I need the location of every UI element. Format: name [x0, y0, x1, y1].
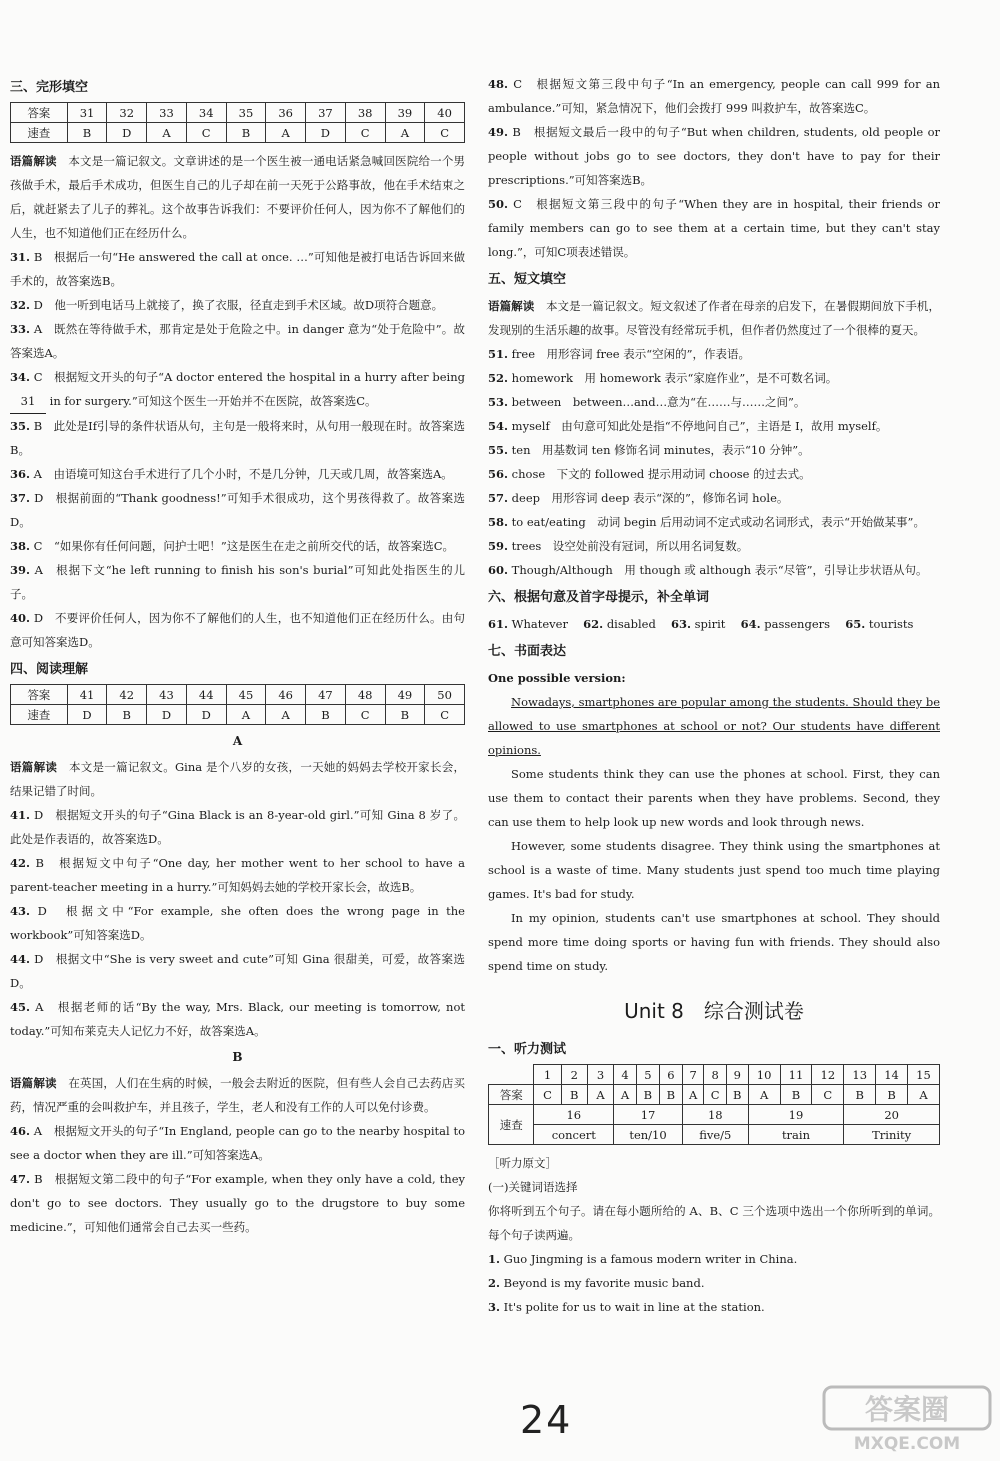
table-cell: C [425, 705, 465, 725]
table-cell: 答案 [489, 1085, 534, 1105]
left-column [10, 72, 465, 1239]
one-possible-version: One possible version: [488, 671, 626, 685]
table-cell: 39 [385, 103, 425, 123]
table-cell: 32 [107, 103, 147, 123]
table-cell: 速查 [11, 705, 68, 725]
passage-b-label: B [232, 1050, 243, 1064]
answer-36: 36. A 由语境可知这台手术进行了几个小时，不是几分钟，几天或几周，故答案选A。 [10, 467, 453, 481]
table-header-row [11, 685, 465, 705]
table-cell: Trinity [844, 1125, 940, 1145]
answer-50: 50. C 根据短文第三段中的句子“When they are in hospital, their friends or family members can go to see them at a certain time, but they can't stay long.”，可知C项表述错误。 [488, 197, 941, 259]
table-cell: B [844, 1085, 876, 1105]
right-column [488, 72, 940, 1319]
answer-34: 34. C 根据短文开头的句子“A doctor entered the hospital in a hurry after being 31 in for surgery.”可知这个医生一开始并不在医院，故答案选C。 [10, 365, 465, 414]
table-cell: B [107, 705, 147, 725]
table-cell: 41 [67, 685, 107, 705]
table-cell: 43 [147, 685, 187, 705]
table-cell: 8 [704, 1065, 726, 1085]
table-cell: 11 [780, 1065, 812, 1085]
table-cell: 45 [226, 685, 266, 705]
sub-section-1: (一)关键词语选择 [488, 1180, 578, 1194]
table-cell: 19 [748, 1105, 844, 1125]
table-answer-row [11, 123, 465, 143]
answer-56: 56. chose 下文的 followed 提示用动词 choose 的过去式。 [488, 467, 811, 481]
table-cell: A [748, 1085, 780, 1105]
table-cell: D [67, 705, 107, 725]
answer-52: 52. homework 用 homework 表示“家庭作业”，是不可数名词。 [488, 371, 838, 385]
answer-31: 31. B 根据后一句“He answered the call at once. …”可知他是被打电话告诉回来做手术的，故答案选B。 [10, 250, 465, 288]
table-cell: A [226, 705, 266, 725]
sub-section-1-desc: 你将听到五个句子。请在每小题所给的 A、B、C 三个选项中选出一个你所听到的单词。每个句子读两遍。 [488, 1204, 940, 1242]
table-cell: 36 [266, 103, 306, 123]
answer-48: 48. C 根据短文第三段中句子“In an emergency, people can call 999 for an ambulance.”可知，紧急情况下，他们会拨打 999 叫救护车，故答案选C。 [488, 77, 941, 115]
answer-37: 37. D 根据前面的“Thank goodness!”可知手术很成功，这个男孩得救了。故答案选D。 [10, 491, 465, 529]
passage-a-label: A [232, 734, 243, 748]
table-cell: B [876, 1085, 908, 1105]
essay-paragraph-3: However, some students disagree. They think using the smartphones at school is a waste of time. Many students just spend too much time playing games. It's bad for study. [488, 839, 940, 901]
fill-passage-intro: 本文是一篇记叙文。短文叙述了作者在母亲的启发下，在暑假期间放下手机，发现别的生活乐趣的故事。尽管没有经常玩手机，但作者仍然度过了一个很棒的夏天。 [488, 299, 941, 337]
table-cell: concert [534, 1125, 614, 1145]
table-cell: C [704, 1085, 726, 1105]
table-cell: 速查 [489, 1105, 534, 1145]
word-answers-line: 61. Whatever 62. disabled 63. spirit 64. passengers 65. tourists [488, 617, 914, 631]
table-cell: 15 [907, 1065, 939, 1085]
answer-35: 35. B 此处是If引导的条件状语从句，主句是一般将来时，从句用一般现在时。故答案选B。 [10, 419, 466, 457]
table-cell: five/5 [682, 1125, 748, 1145]
table-cell: 17 [614, 1105, 683, 1125]
table-cell: B [659, 1085, 682, 1105]
listening-line-2: 2. Beyond is my favorite music band. [488, 1276, 705, 1290]
table-cell [489, 1065, 534, 1085]
cloze-passage-intro: 本文是一篇记叙文。文章讲述的是一个医生被一通电话紧急喊回医院给一个男孩做手术，最后手术成功，但医生自己的儿子却在前一天死于公路事故，他在手术结束之后，就赶紧去了儿子的葬礼。这个故事告诉我们：不要评价任何人，因为你不了解他们的人生，也不知道他们正在经历什么。 [10, 154, 465, 240]
table-cell: B [780, 1085, 812, 1105]
answer-44: 44. D 根据文中“She is very sweet and cute”可知 Gina 很甜美，可爱，故答案选D。 [10, 952, 465, 990]
table-cell: A [907, 1085, 939, 1105]
table-cell: A [682, 1085, 704, 1105]
table-answer-row [11, 705, 465, 725]
script-label: ［听力原文］ [488, 1156, 557, 1170]
table-cell: C [534, 1085, 561, 1105]
answer-58: 58. to eat/eating 动词 begin 后用动词不定式或动名词形式，表示“开始做某事”。 [488, 515, 925, 529]
section-cloze-title: 三、完形填空 [10, 80, 89, 95]
table-cell: 40 [425, 103, 465, 123]
table-cell: 答案 [11, 103, 68, 123]
table-cell: 4 [614, 1065, 637, 1085]
table-cell: 6 [659, 1065, 682, 1085]
answer-46: 46. A 根据短文开头的句子“In England, people can go to the nearby hospital to see a doctor when they are ill.”可知答案选A。 [10, 1124, 465, 1162]
answer-60: 60. Though/Although 用 though 或 although 表示“尽管”，引导让步状语从句。 [488, 563, 928, 577]
table-header-row [11, 103, 465, 123]
watermark-logo [822, 1385, 992, 1455]
table-cell: 7 [682, 1065, 704, 1085]
table-cell: B [385, 705, 425, 725]
table-cell: A [385, 123, 425, 143]
table-cell: 1 [534, 1065, 561, 1085]
table-cell: ten/10 [614, 1125, 683, 1145]
page-number: 24 [520, 1398, 573, 1442]
table-cell: C [345, 123, 385, 143]
unit-title: Unit 8 综合测试卷 [624, 999, 804, 1023]
answer-32: 32. D 他一听到电话马上就接了，换了衣服，径直走到手术区域。故D项符合题意。 [10, 298, 444, 312]
passage-label: 语篇解读 [10, 154, 57, 168]
section-listening-title: 一、听力测试 [488, 1042, 567, 1057]
section-fill-title: 五、短文填空 [488, 272, 567, 287]
table-cell: 47 [306, 685, 346, 705]
answer-47: 47. B 根据短文第二段中的句子“For example, when they only have a cold, they don't go to see doctors. They usually go to the drugstore to buy some medicine.”，可知他们通常会自己去买一些药。 [10, 1172, 466, 1234]
table-cell: 2 [561, 1065, 587, 1085]
table-cell: 34 [186, 103, 226, 123]
table-cell: 49 [385, 685, 425, 705]
table-cell: 14 [876, 1065, 908, 1085]
table-cell: 5 [636, 1065, 659, 1085]
answer-45: 45. A 根据老师的话“By the way, Mrs. Black, our meeting is tomorrow, not today.”可知布莱克夫人记忆力不好，故答案选A。 [10, 1000, 466, 1038]
table-cell: 3 [587, 1065, 613, 1085]
table-cell: A [614, 1085, 637, 1105]
table-cell: 10 [748, 1065, 780, 1085]
watermark-top-text: 答案圈 [864, 1393, 950, 1426]
reading-answer-table [10, 684, 465, 725]
table-cell: 9 [726, 1065, 748, 1085]
answer-59: 59. trees 设空处前没有冠词，所以用名词复数。 [488, 539, 749, 553]
answer-55: 55. ten 用基数词 ten 修饰名词 minutes，表示“10 分钟”。 [488, 443, 810, 457]
answer-40: 40. D 不要评价任何人，因为你不了解他们的人生，也不知道他们正在经历什么。由句意可知答案选D。 [10, 611, 465, 649]
table-cell: 答案 [11, 685, 68, 705]
section-writing-title: 七、书面表达 [488, 644, 567, 659]
table-cell: 42 [107, 685, 147, 705]
answer-41: 41. D 根据短文开头的句子“Gina Black is an 8-year-old girl.”可知 Gina 8 岁了。此处是作表语的，故答案选D。 [10, 808, 465, 846]
table-cell: C [345, 705, 385, 725]
essay-paragraph-1: Nowadays, smartphones are popular among the students. Should they be allowed to use smartphones at school or not? Our students have different opinions. [488, 695, 940, 757]
table-cell: A [266, 123, 306, 143]
passage-b-intro: 在英国，人们在生病的时候，一般会去附近的医院，但有些人会自己去药店买药，情况严重的会叫救护车，并且孩子，学生，老人和没有工作的人可以免付诊费。 [10, 1076, 465, 1114]
table-cell: 44 [186, 685, 226, 705]
table-cell: A [266, 705, 306, 725]
table-cell: 16 [534, 1105, 614, 1125]
listening-line-1: 1. Guo Jingming is a famous modern writer in China. [488, 1252, 798, 1266]
essay-paragraph-4: In my opinion, students can't use smartphones at school. They should spend more time doing sports or having fun with friends. They should also spend time on study. [488, 911, 940, 973]
table-cell: D [107, 123, 147, 143]
table-cell: B [306, 705, 346, 725]
answer-43: 43. D 根据文中“For example, she often does the wrong page in the workbook”可知答案选D。 [10, 904, 465, 942]
table-cell: A [587, 1085, 613, 1105]
passage-label: 语篇解读 [488, 299, 535, 313]
table-cell: train [748, 1125, 844, 1145]
answer-54: 54. myself 由句意可知此处是指“不停地问自己”，主语是 I，故用 myself。 [488, 419, 888, 433]
answer-33: 33. A 既然在等待做手术，那肯定是处于危险之中。in danger 意为“处于危险中”。故答案选A。 [10, 322, 465, 360]
passage-label: 语篇解读 [10, 1076, 57, 1090]
table-cell: 20 [844, 1105, 940, 1125]
section-word-title: 六、根据句意及首字母提示，补全单词 [488, 590, 710, 605]
section-reading-title: 四、阅读理解 [10, 662, 89, 677]
table-cell: 18 [682, 1105, 748, 1125]
table-cell: D [306, 123, 346, 143]
table-cell: C [425, 123, 465, 143]
table-cell: B [67, 123, 107, 143]
table-cell: B [561, 1085, 587, 1105]
answer-49: 49. B 根据短文最后一段中的句子“But when children, students, old people or people without jobs go to see doctors, they don't have to pay for their prescriptions.”可知答案选B。 [488, 125, 940, 187]
table-cell: C [186, 123, 226, 143]
cloze-answer-table [10, 102, 465, 143]
table-cell: 50 [425, 685, 465, 705]
answer-57: 57. deep 用形容词 deep 表示“深的”，修饰名词 hole。 [488, 491, 789, 505]
passage-a-intro: 本文是一篇记叙文。Gina 是个八岁的女孩，一天她的妈妈去学校开家长会，结果记错了时间。 [10, 760, 466, 798]
table-cell: 48 [345, 685, 385, 705]
answer-42: 42. B 根据短文中句子“One day, her mother went to her school to have a parent-teacher meeting in a hurry.”可知妈妈去她的学校开家长会，故选B。 [10, 856, 465, 894]
answer-51: 51. free 用形容词 free 表示“空闲的”，作表语。 [488, 347, 750, 361]
table-cell: B [726, 1085, 748, 1105]
table-cell: 46 [266, 685, 306, 705]
table-cell: D [147, 705, 187, 725]
table-cell: 38 [345, 103, 385, 123]
answer-38: 38. C “如果你有任何问题，问护士吧！”这是医生在走之前所交代的话，故答案选C。 [10, 539, 455, 553]
table-cell: 速查 [11, 123, 68, 143]
watermark-bottom-text: MXQE.COM [853, 1434, 961, 1454]
passage-label: 语篇解读 [10, 760, 58, 774]
table-cell: 12 [812, 1065, 844, 1085]
table-cell: 35 [226, 103, 266, 123]
listening-answer-table [488, 1064, 940, 1145]
answer-53: 53. between between…and…意为“在……与……之间”。 [488, 395, 806, 409]
table-cell: B [226, 123, 266, 143]
table-cell: A [147, 123, 187, 143]
table-cell: D [186, 705, 226, 725]
essay-paragraph-2: Some students think they can use the phones at school. First, they can use them to contact their parents when they have problems. Second, they can use them to help look up new words and look through news. [488, 767, 940, 829]
answer-39: 39. A 根据下文“he left running to finish his son's burial”可知此处指医生的儿子。 [10, 563, 465, 601]
blank-gap: 31 [10, 389, 46, 414]
table-cell: 33 [147, 103, 187, 123]
table-cell: C [812, 1085, 844, 1105]
table-cell: 37 [306, 103, 346, 123]
table-cell: 13 [844, 1065, 876, 1085]
table-cell: B [636, 1085, 659, 1105]
table-cell: 31 [67, 103, 107, 123]
listening-line-3: 3. It's polite for us to wait in line at the station. [488, 1300, 765, 1314]
